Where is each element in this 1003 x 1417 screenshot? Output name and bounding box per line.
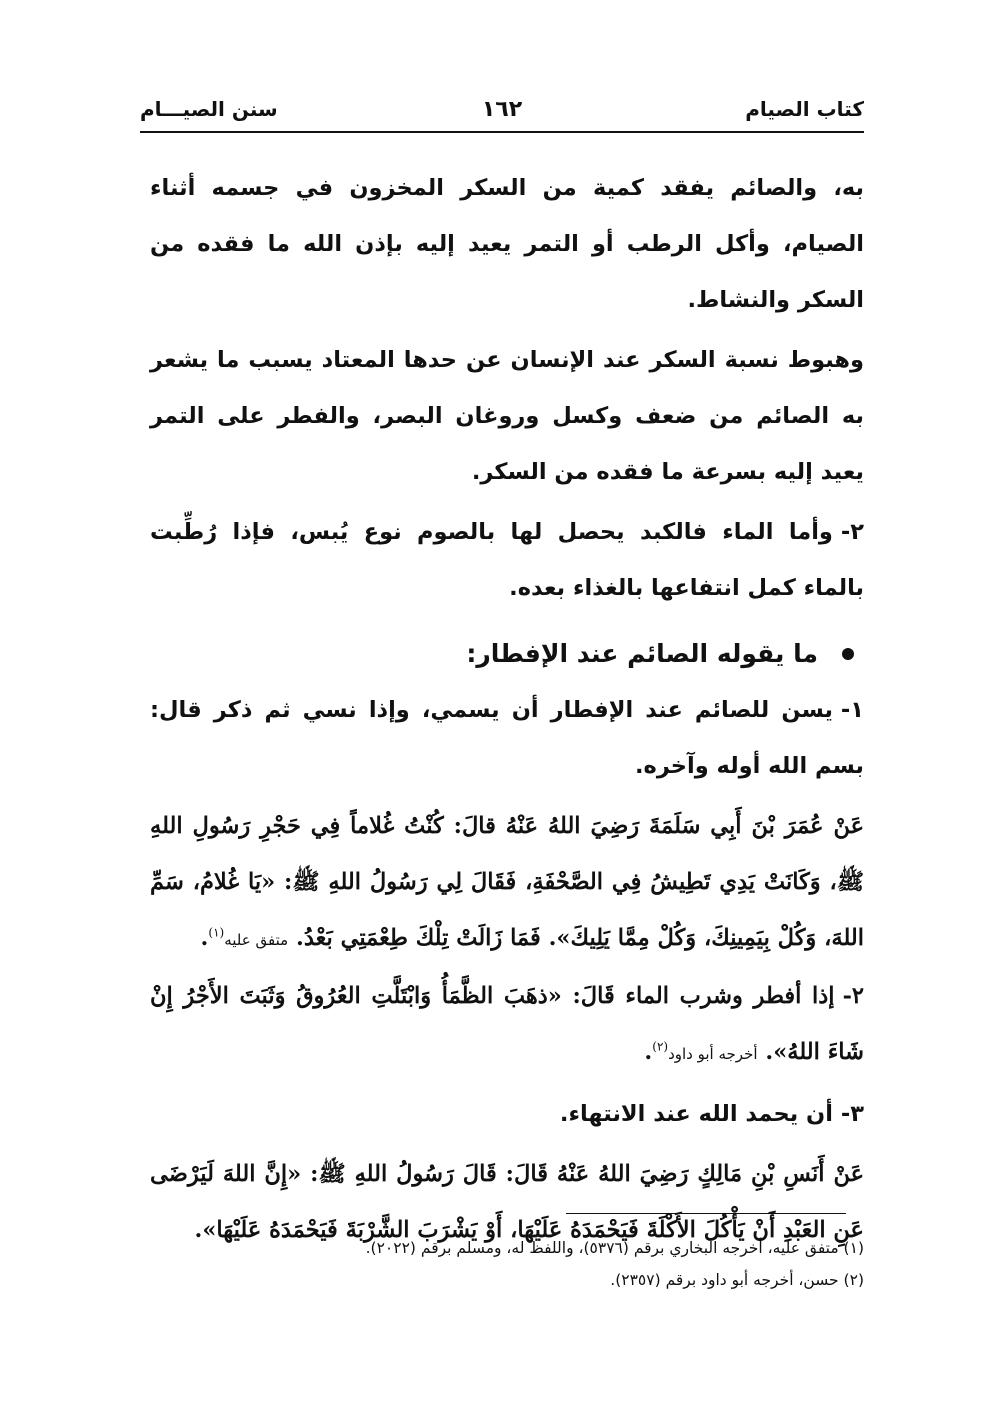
footnote: (٢) حسن، أخرجه أبو داود برقم (٢٣٥٧).	[610, 1271, 864, 1289]
header-rule	[140, 131, 864, 133]
footnote-ref: (١)	[208, 925, 225, 940]
numbered-item	[150, 682, 864, 794]
numbered-item	[150, 1086, 864, 1142]
bullet-icon	[842, 648, 854, 660]
running-header	[140, 95, 864, 131]
footnote-rule	[566, 1213, 846, 1214]
page-body	[150, 160, 864, 1258]
book-section-title: كتاب الصيام	[745, 97, 864, 121]
footnote: (١) متفق عليه، أخرجه البخاري برقم (٥٣٧٦)، واللفظ له، ومسلم برقم (٢٠٢٢).	[365, 1239, 864, 1257]
item-number: ٣-	[840, 1101, 864, 1127]
hadith-source: متفق عليه	[224, 931, 289, 949]
numbered-item	[150, 504, 864, 616]
item-number: ٢-	[840, 519, 864, 545]
item-number: ١-	[840, 697, 864, 723]
hadith-text: عَنْ أَنَسِ بْنِ مَالِكٍ رَضِيَ اللهُ عَنْهُ قَالَ: قَالَ رَسُولُ اللهِ ﷺ: «إِنَّ اللهَ لَيَرْضَى عَنِ العَبْدِ أَنْ يَأْكُلَ الأَكْلَةَ فَيَحْمَدَهُ عَلَيْهَا، أَوْ يَشْرَبَ الشَّرْبَةَ فَيَحْمَدَهُ عَلَيْهَا».	[150, 1161, 864, 1243]
paragraph: وهبوط نسبة السكر عند الإنسان عن حدها المعتاد يسبب ما يشعر به الصائم من ضعف وكسل وروغان البصر، والفطر على التمر يعيد إليه بسرعة ما فقده من السكر.	[150, 347, 864, 485]
numbered-item: ٢-إذا أفطر وشرب الماء قَالَ: «ذهَبَ الظَّمَأُ وَابْتَلَّتِ العُرُوقُ وَثَبَتَ الأَجْرُ إِنْ شَاءَ اللهُ». أخرجه أبو داود$^{(٢)}$.	[150, 983, 864, 1065]
hadith-body: عَنْ عُمَرَ بْنَ أَبِي سَلَمَةَ رَضِيَ اللهُ عَنْهُ قالَ: كُنْتُ غُلاماً فِي حَجْرِ رَسُولِ اللهِ ﷺ، وَكَانَتْ يَدِي تَطِيشُ فِي الصَّحْفَةِ، فَقَالَ لِي رَسُولُ اللهِ ﷺ: «يَا غُلامُ، سَمِّ اللهَ، وَكُلْ بِيَمِينِكَ، وَكُلْ مِمَّا يَلِيكَ». فَمَا زَالَتْ تِلْكَ طِعْمَتِي بَعْدُ.	[150, 813, 864, 951]
item-number: ٢-	[842, 983, 864, 1009]
hadith-source: أخرجه أبو داود	[668, 1045, 758, 1063]
paragraph: به، والصائم يفقد كمية من السكر المخزون في جسمه أثناء الصيام، وأكل الرطب أو التمر يعيد إليه بإذن الله ما فقده من السكر والنشاط.	[150, 175, 864, 313]
item-text: إذا أفطر وشرب الماء قَالَ: «ذهَبَ الظَّمَأُ وَابْتَلَّتِ العُرُوقُ وَثَبَتَ الأَجْرُ إِنْ شَاءَ اللهُ».	[150, 983, 864, 1065]
section-heading	[150, 626, 864, 682]
book-title: سنن الصيـــام	[140, 97, 278, 121]
item-text: أن يحمد الله عند الانتهاء.	[559, 1101, 833, 1127]
hadith-text: عَنْ عُمَرَ بْنَ أَبِي سَلَمَةَ رَضِيَ اللهُ عَنْهُ قالَ: كُنْتُ غُلاماً فِي حَجْرِ رَسُولِ اللهِ ﷺ، وَكَانَتْ يَدِي تَطِيشُ فِي الصَّحْفَةِ، فَقَالَ لِي رَسُولُ اللهِ ﷺ: «يَا غُلامُ، سَمِّ اللهَ، وَكُلْ بِيَمِينِكَ، وَكُلْ مِمَّا يَلِيكَ». فَمَا زَالَتْ تِلْكَ طِعْمَتِي بَعْدُ. متفق عليه$^{(١)}$.	[150, 813, 864, 951]
item-text: يسن للصائم عند الإفطار أن يسمي، وإذا نسي ثم ذكر قال: بسم الله أوله وآخره.	[150, 697, 864, 779]
page-number: ١٦٢	[481, 97, 523, 122]
footnotes	[150, 1232, 864, 1296]
footnote-ref: (٢)	[652, 1039, 669, 1054]
section-heading-text: ما يقوله الصائم عند الإفطار:	[466, 639, 818, 668]
item-text: وأما الماء فالكبد يحصل لها بالصوم نوع يُبس، فإذا رُطِّبت بالماء كمل انتفاعها بالغذاء بعده.	[150, 519, 864, 601]
